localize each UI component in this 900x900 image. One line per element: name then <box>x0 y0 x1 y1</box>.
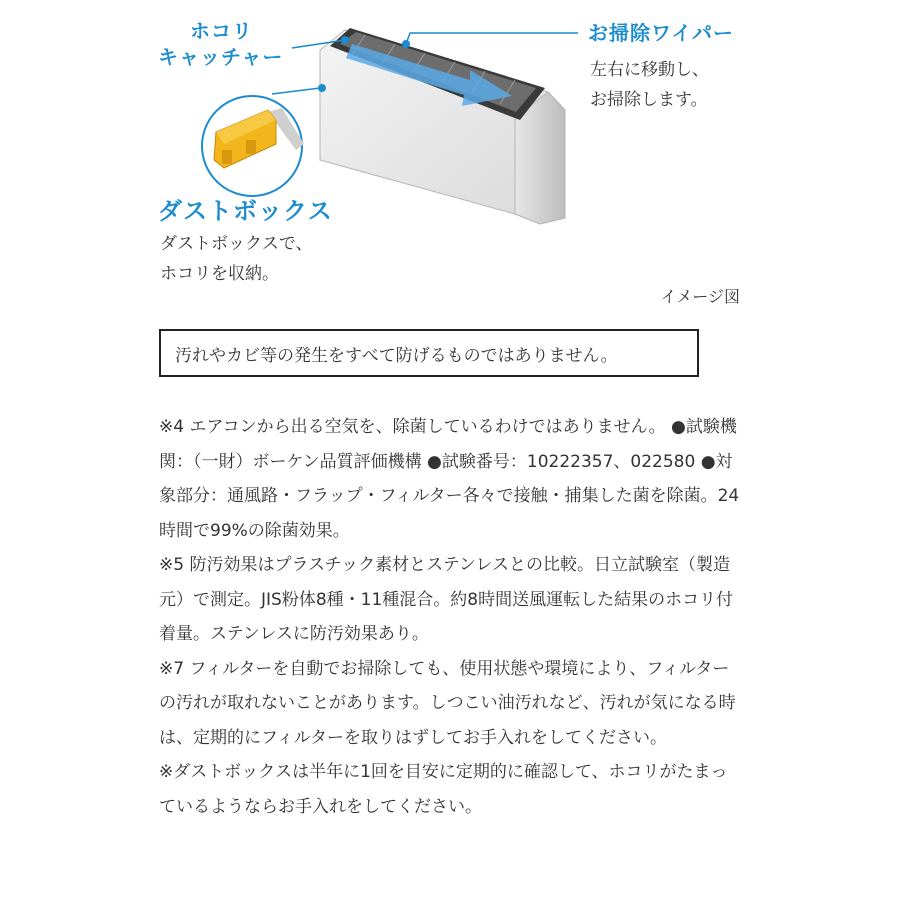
footnotes <box>159 410 744 824</box>
notice-box <box>159 329 699 377</box>
air-conditioner-illustration <box>0 0 900 330</box>
wiper-title: お掃除ワイパー <box>588 21 734 45</box>
footnote-7: ※7 フィルターを自動でお掃除しても、使用状態や環境により、フィルターの汚れが取れないことがあります。しつこい油汚れなど、汚れが気になる時は、定期的にフィルターを取りはずしてお手入れをしてください。 <box>159 658 736 748</box>
dust-box-desc-line2: ホコリを収納。 <box>160 264 279 284</box>
wiper-desc-line1: 左右に移動し、 <box>590 60 709 80</box>
footnote-dust-box: ※ダストボックスは半年に1回を目安に定期的に確認して、ホコリがたまっているようならお手入れをしてください。 <box>159 762 728 817</box>
wiper-desc-line2: お掃除します。 <box>590 90 708 110</box>
dust-box-title: ダストボックス <box>158 197 333 225</box>
image-caption: イメージ図 <box>660 287 740 306</box>
notice-text: 汚れやカビ等の発生をすべて防げるものではありません。 <box>175 345 618 366</box>
footnote-4: ※4 エアコンから出る空気を、除菌しているわけではありません。 ●試験機関：（一財）ボーケン品質評価機構 ●試験番号：10222357、022580 ●対象部分：通風路・フラップ・フィルター各々で接触・捕集した菌を除菌。24時間で99%の除菌効果。 <box>159 417 740 541</box>
dust-catcher-title: ホコリ <box>190 19 253 43</box>
footnote-5: ※5 防汚効果はプラスチック素材とステンレスとの比較。日立試験室（製造元）で測定。JIS粉体8種・11種混合。約8時間送風運転した結果のホコリ付着量。ステンレスに防汚効果あり。 <box>159 555 734 644</box>
dust-box-inset <box>202 96 304 196</box>
air-conditioner-unit <box>320 28 565 224</box>
dust-catcher-title-line2: キャッチャー <box>158 45 284 69</box>
dust-box-desc-line1: ダストボックスで、 <box>160 234 313 254</box>
